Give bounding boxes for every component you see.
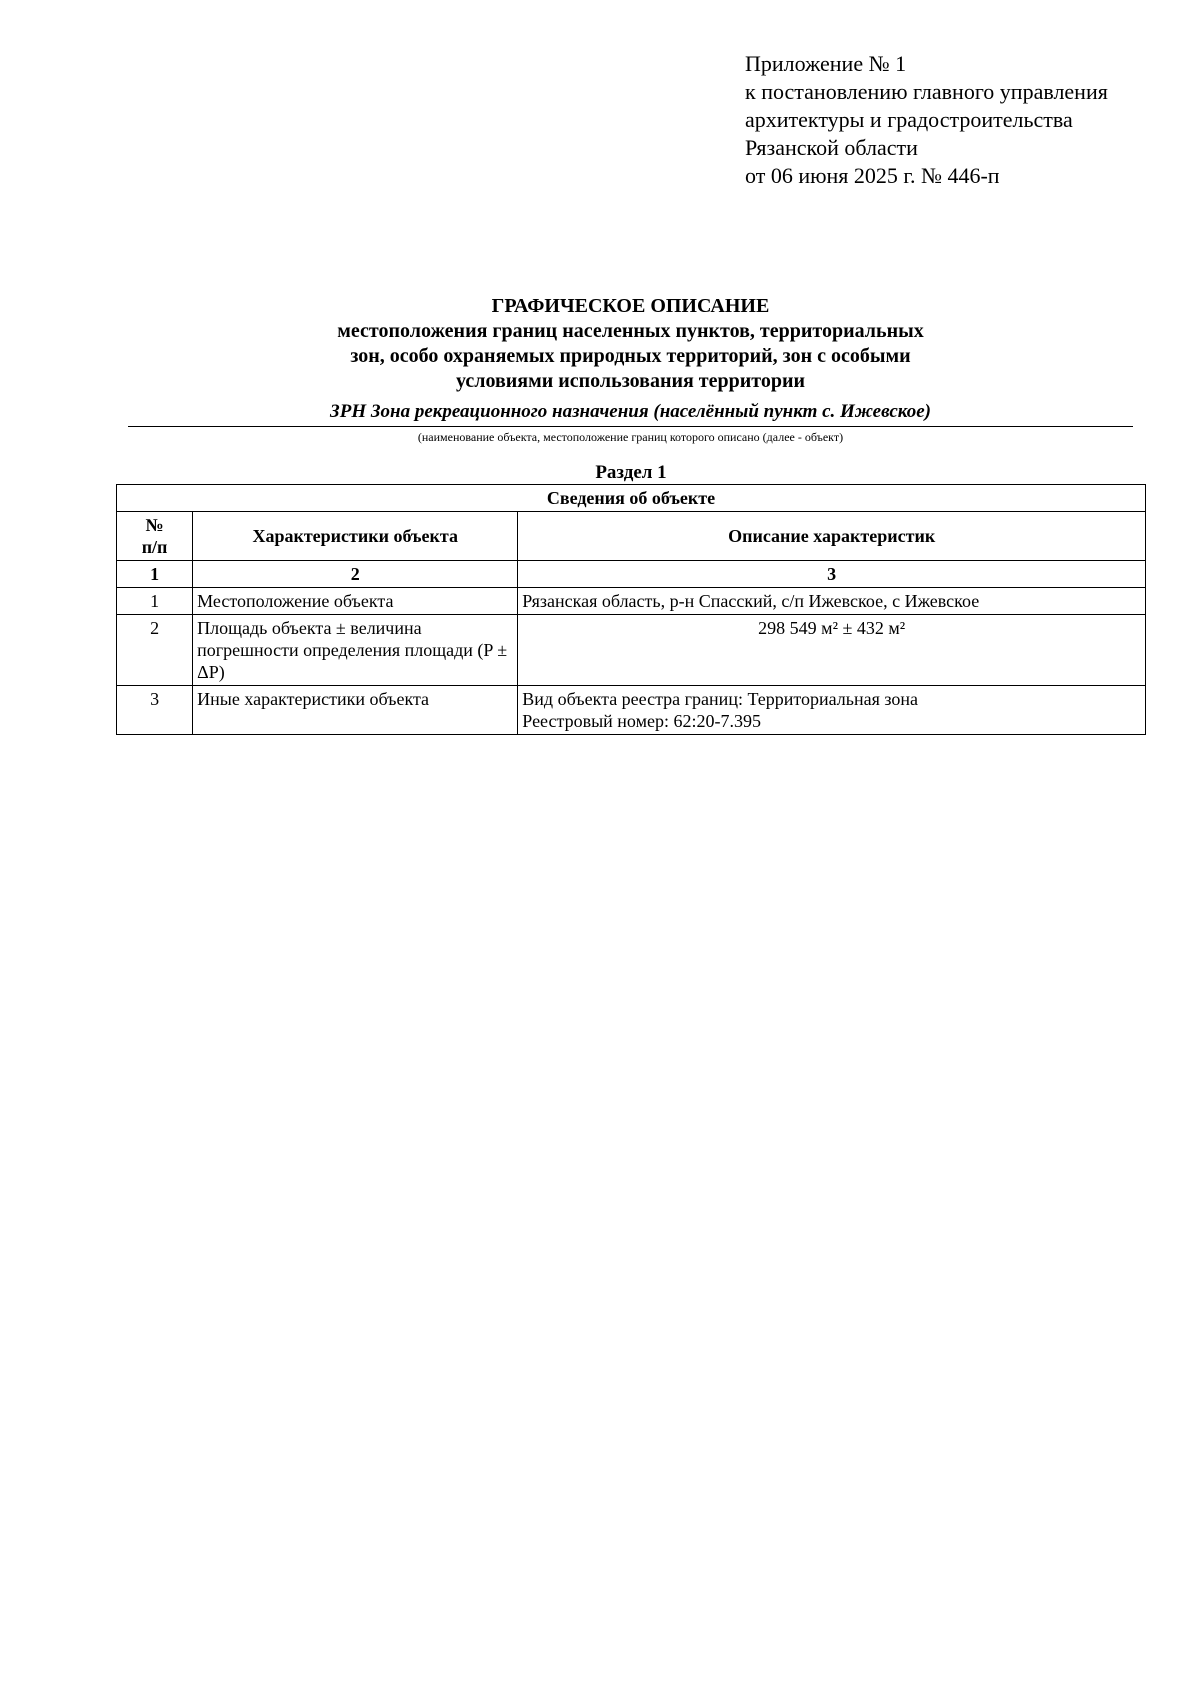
row-description-line: Реестровый номер: 62:20-7.395 bbox=[522, 711, 761, 731]
section-title: Раздел 1 bbox=[595, 462, 667, 483]
appendix-line: от 06 июня 2025 г. № 446-п bbox=[745, 163, 1000, 188]
appendix-line: к постановлению главного управления bbox=[745, 79, 1108, 104]
column-header-characteristic: Характеристики объекта bbox=[193, 512, 518, 561]
column-number: 2 bbox=[193, 561, 518, 588]
row-description: Рязанская область, р-н Спасский, с/п Ижевское, с Ижевское bbox=[518, 588, 1146, 615]
row-number: 2 bbox=[117, 615, 193, 686]
column-number: 1 bbox=[117, 561, 193, 588]
table-column-numbers-row bbox=[117, 561, 1146, 588]
table-row bbox=[117, 686, 1146, 735]
table-row bbox=[117, 588, 1146, 615]
row-number: 1 bbox=[117, 588, 193, 615]
object-name: ЗРН Зона рекреационного назначения (населённый пункт с. Ижевское) bbox=[330, 401, 931, 422]
row-characteristic: Иные характеристики объекта bbox=[193, 686, 518, 735]
table-caption-row bbox=[117, 485, 1146, 512]
document-subtitle-line: местоположения границ населенных пунктов, территориальных bbox=[337, 320, 924, 342]
appendix-line: Приложение № 1 bbox=[745, 51, 907, 76]
column-header-description: Описание характеристик bbox=[518, 512, 1146, 561]
column-number: 3 bbox=[518, 561, 1146, 588]
row-description: 298 549 м² ± 432 м² bbox=[518, 615, 1146, 686]
row-characteristic: Местоположение объекта bbox=[193, 588, 518, 615]
document-title: ГРАФИЧЕСКОЕ ОПИСАНИЕ bbox=[491, 295, 770, 317]
appendix-line: архитектуры и градостроительства bbox=[745, 107, 1073, 132]
document-heading bbox=[128, 294, 1133, 394]
appendix-block bbox=[745, 50, 1175, 190]
table-caption: Сведения об объекте bbox=[117, 485, 1146, 512]
object-info-table bbox=[116, 484, 1146, 735]
object-caption: (наименование объекта, местоположение границ которого описано (далее - объект) bbox=[417, 430, 844, 444]
row-number: 3 bbox=[117, 686, 193, 735]
row-description bbox=[518, 686, 1146, 735]
appendix-line: Рязанской области bbox=[745, 135, 918, 160]
document-subtitle-line: условиями использования территории bbox=[455, 370, 806, 392]
document-subtitle-line: зон, особо охраняемых природных территорий, зон с особыми bbox=[350, 345, 911, 367]
row-description-line: Вид объекта реестра границ: Территориальная зона bbox=[522, 689, 919, 709]
column-header-number-text: № п/п bbox=[141, 515, 168, 557]
table-header-row bbox=[117, 512, 1146, 561]
table-row bbox=[117, 615, 1146, 686]
column-header-number bbox=[117, 512, 193, 561]
object-underline bbox=[128, 426, 1133, 427]
row-characteristic: Площадь объекта ± величина погрешности определения площади (P ± ΔP) bbox=[193, 615, 518, 686]
